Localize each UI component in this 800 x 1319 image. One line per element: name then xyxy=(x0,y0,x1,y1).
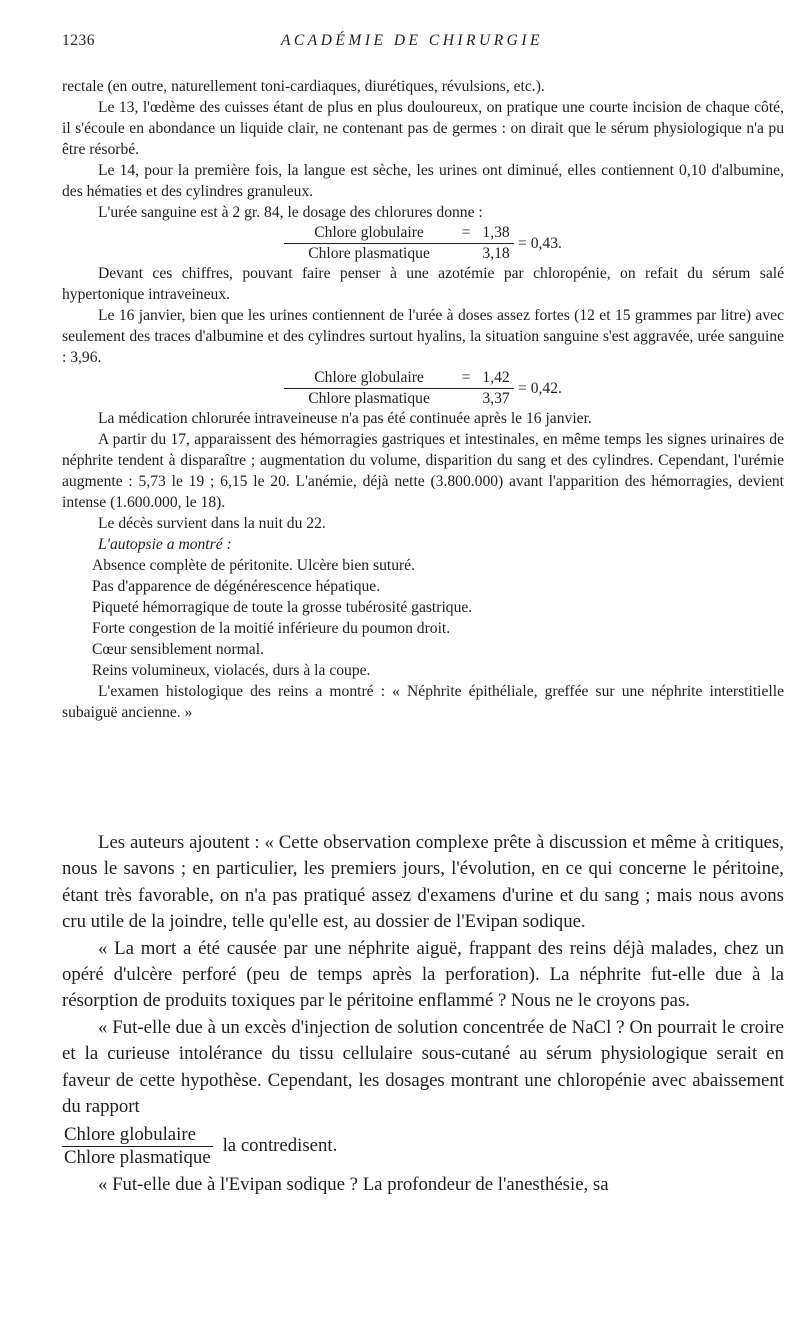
observation-day-17: A partir du 17, apparaissent des hémorragies gastriques et intestinales, en même temps les signes urinaires de néphrite tendent à disparaître ; augmentation du volume, disparition du sang et des cylindres. Cependant, l'urémie augmente : 5,73 le 19 ; 6,15 le 20. L'anémie, déjà nette (3.800.000) avant l'apparition des hémorragies, devient intense (1.600.000, le 18). xyxy=(62,431,784,511)
ratio2-equals: = xyxy=(461,368,471,386)
commentary-paragraph-1: Les auteurs ajoutent : « Cette observation complexe prête à discussion et même à critiques, nous le savons ; en particulier, les premiers jours, l'évolution, en ce qui concerne le péritoine, étant très favorable, on n'a pas pratiqué assez d'examens d'urine et du sang ; mais nous avons cru utile de la joindre, telle qu'elle est, au dossier de l'Evipan sodique. xyxy=(62,832,784,933)
ratio1-numerator-value: 1,38 xyxy=(482,223,510,241)
autopsy-item: Forte congestion de la moitié inférieure du poumon droit. xyxy=(92,620,451,637)
page-number: 1236 xyxy=(62,32,95,49)
chlorine-ratio-1 xyxy=(62,223,784,263)
ratio2-numerator-value: 1,42 xyxy=(482,368,510,386)
ratio2-denominator-label: Chlore plasmatique xyxy=(308,389,430,407)
ratio1-denominator-label: Chlore plasmatique xyxy=(308,244,430,262)
autopsy-item: Piqueté hémorragique de toute la grosse tubérosité gastrique. xyxy=(92,599,473,616)
authors-commentary xyxy=(62,830,784,1199)
autopsy-findings xyxy=(62,555,784,681)
commentary-ratio-suffix: la contredisent. xyxy=(222,1135,338,1157)
observation-uree: L'urée sanguine est à 2 gr. 84, le dosage des chlorures donne : xyxy=(98,204,483,221)
commentary-ratio-numerator: Chlore globulaire xyxy=(62,1124,213,1147)
commentary-ratio xyxy=(62,1120,784,1172)
autopsy-heading: L'autopsie a montré : xyxy=(98,536,232,553)
autopsy-item: Absence complète de péritonite. Ulcère bien suturé. xyxy=(92,557,416,574)
running-header xyxy=(62,28,762,54)
observation-16-janvier: Le 16 janvier, bien que les urines contiennent de l'urée à doses assez fortes (12 et 15 grammes par litre) avec seulement des traces d'albumine et des cylindres surtout hyalins, la situation sanguine s'est aggravée, urée sanguine : 3,96. xyxy=(62,307,784,366)
commentary-paragraph-3: « Fut-elle due à un excès d'injection de solution concentrée de NaCl ? On pourrait le croire et la curieuse intolérance du tissu cellulaire sous-cutané au sérum physiologique serait en faveur de cette hypothèse. Cependant, les dosages montrant une chloropénie avec abaissement du rapport xyxy=(62,1016,784,1118)
observation-continuation: rectale (en outre, naturellement toni-cardiaques, diurétiques, révulsions, etc.). xyxy=(62,78,545,95)
case-observation xyxy=(62,76,784,723)
chlorine-ratio-2 xyxy=(62,368,784,408)
observation-histology: L'examen histologique des reins a montré : « Néphrite épithéliale, greffée sur une néphrite interstitielle subaiguë ancienne. » xyxy=(62,683,784,721)
ratio1-equals: = xyxy=(461,223,471,241)
commentary-paragraph-2: « La mort a été causée par une néphrite aiguë, frappant des reins déjà malades, chez un opéré d'ulcère perforé (peu de temps après la perforation). La néphrite fut-elle due à la résorption de produits toxiques par le péritoine enflammé ? Nous ne le croyons pas. xyxy=(62,937,784,1012)
commentary-ratio-denominator: Chlore plasmatique xyxy=(64,1146,211,1168)
ratio1-numerator-label: Chlore globulaire xyxy=(314,223,424,241)
ratio2-denominator-value: 3,37 xyxy=(482,389,510,407)
ratio1-denominator-value: 3,18 xyxy=(482,244,510,262)
observation-medication: La médication chlorurée intraveineuse n'a pas été continuée après le 16 janvier. xyxy=(98,410,592,427)
ratio2-result: = 0,42. xyxy=(518,379,562,397)
ratio1-result: = 0,43. xyxy=(518,234,562,252)
observation-day-13: Le 13, l'œdème des cuisses étant de plus en plus douloureux, on pratique une courte incision de chaque côté, il s'écoule en abondance un liquide clair, ne contenant pas de germes : on dirait que le sérum physiologique n'a pu être résorbé. xyxy=(62,99,784,158)
running-title: ACADÉMIE DE CHIRURGIE xyxy=(280,32,544,49)
ratio2-numerator-label: Chlore globulaire xyxy=(314,368,424,386)
autopsy-item: Reins volumineux, violacés, durs à la coupe. xyxy=(92,662,371,679)
commentary-paragraph-4: « Fut-elle due à l'Evipan sodique ? La profondeur de l'anesthésie, sa xyxy=(98,1174,609,1196)
observation-deces: Le décès survient dans la nuit du 22. xyxy=(98,515,326,532)
observation-day-14: Le 14, pour la première fois, la langue est sèche, les urines ont diminué, elles contiennent 0,10 d'albumine, des hématies et des cylindres granuleux. xyxy=(62,162,784,200)
autopsy-item: Cœur sensiblement normal. xyxy=(92,641,264,658)
observation-chloropenie: Devant ces chiffres, pouvant faire penser à une azotémie par chloropénie, on refait du sérum salé hypertonique intraveineux. xyxy=(62,265,784,303)
autopsy-item: Pas d'apparence de dégénérescence hépatique. xyxy=(92,578,381,595)
